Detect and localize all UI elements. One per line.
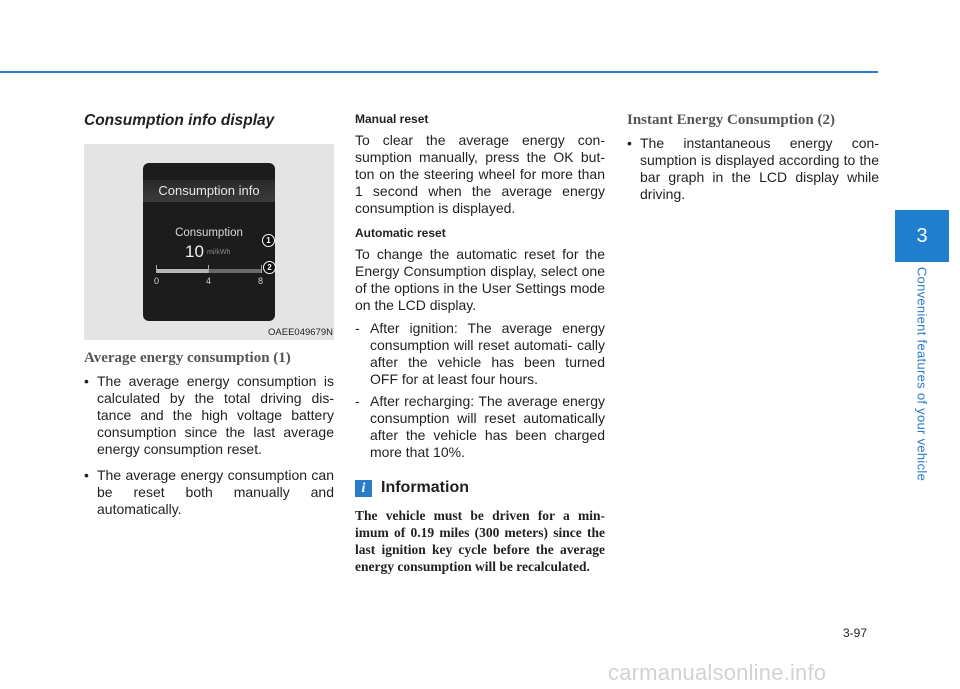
bullet-item: • The average energy consumption can be reset both manually and automatically. bbox=[84, 467, 334, 518]
info-icon: i bbox=[355, 480, 372, 497]
gauge-tick-label: 8 bbox=[258, 276, 264, 286]
dash-list bbox=[355, 320, 605, 461]
consumption-value: 10 bbox=[185, 242, 204, 261]
manual-reset-heading: Manual reset bbox=[355, 112, 429, 126]
callout-2: 2 bbox=[263, 261, 276, 274]
cluster-figure bbox=[84, 144, 334, 340]
manual-reset-text: To clear the average energy con- sumption manually, press the OK but- ton on the steering wheel for more than 1 second when the average energy consumption is displayed. bbox=[355, 132, 605, 216]
lcd-screen bbox=[143, 163, 275, 321]
gauge-tick-label: 4 bbox=[206, 276, 212, 286]
screen-label: Consumption bbox=[175, 227, 243, 239]
bullet-item: • The average energy consumption is calculated by the total driving dis- tance and the high voltage battery consumption since the last average energy consumption reset. bbox=[84, 373, 334, 458]
column-3 bbox=[627, 108, 879, 212]
subheading: Average energy consumption (1) bbox=[84, 350, 291, 366]
chapter-title: Convenient features of your vehicle bbox=[914, 266, 930, 482]
chapter-tab bbox=[895, 210, 949, 262]
column-2 bbox=[355, 108, 605, 575]
automatic-reset-text: To change the automatic reset for the Energy Consumption display, select one of the options in the User Settings mode on the LCD display. bbox=[355, 246, 605, 313]
page-number: 3-97 bbox=[843, 626, 868, 640]
section-heading: Instant Energy Consumption (2) bbox=[627, 112, 835, 128]
section-heading: Consumption info display bbox=[84, 112, 275, 129]
bullet-list bbox=[84, 373, 334, 518]
consumption-unit: mi/kWh bbox=[207, 249, 231, 256]
information-body: The vehicle must be driven for a min- imum of 0.19 miles (300 meters) since the last ignition key cycle before the average energy consumption will be recalculated. bbox=[355, 508, 605, 574]
callout-1: 1 bbox=[262, 234, 275, 247]
gauge-tick bbox=[208, 265, 209, 273]
figure-code: OAEE049679N bbox=[268, 327, 333, 338]
information-title: Information bbox=[381, 479, 469, 496]
gauge-tick-label: 0 bbox=[154, 276, 160, 286]
column-1 bbox=[84, 108, 334, 527]
gauge-tick bbox=[261, 265, 262, 273]
automatic-reset-heading: Automatic reset bbox=[355, 226, 446, 240]
consumption-bar bbox=[156, 269, 262, 273]
top-rule bbox=[0, 71, 878, 73]
gauge-tick bbox=[156, 265, 157, 273]
information-header bbox=[355, 479, 605, 497]
dash-item: - After recharging: The average energy consumption will reset automatically after the vehicle has been charged more that 10%. bbox=[355, 393, 605, 461]
consumption-bar-fill bbox=[156, 269, 209, 273]
screen-title: Consumption info bbox=[143, 180, 275, 202]
bullet-list bbox=[627, 135, 879, 203]
dash-item: - After ignition: The average energy consumption will reset automati- cally after the vehicle has been turned OFF for at least four hours. bbox=[355, 320, 605, 388]
chapter-number: 3 bbox=[916, 224, 928, 247]
watermark: carmanualsonline.info bbox=[608, 660, 827, 685]
bullet-item: • The instantaneous energy con- sumption is displayed according to the bar graph in the LCD display while driving. bbox=[627, 135, 879, 203]
